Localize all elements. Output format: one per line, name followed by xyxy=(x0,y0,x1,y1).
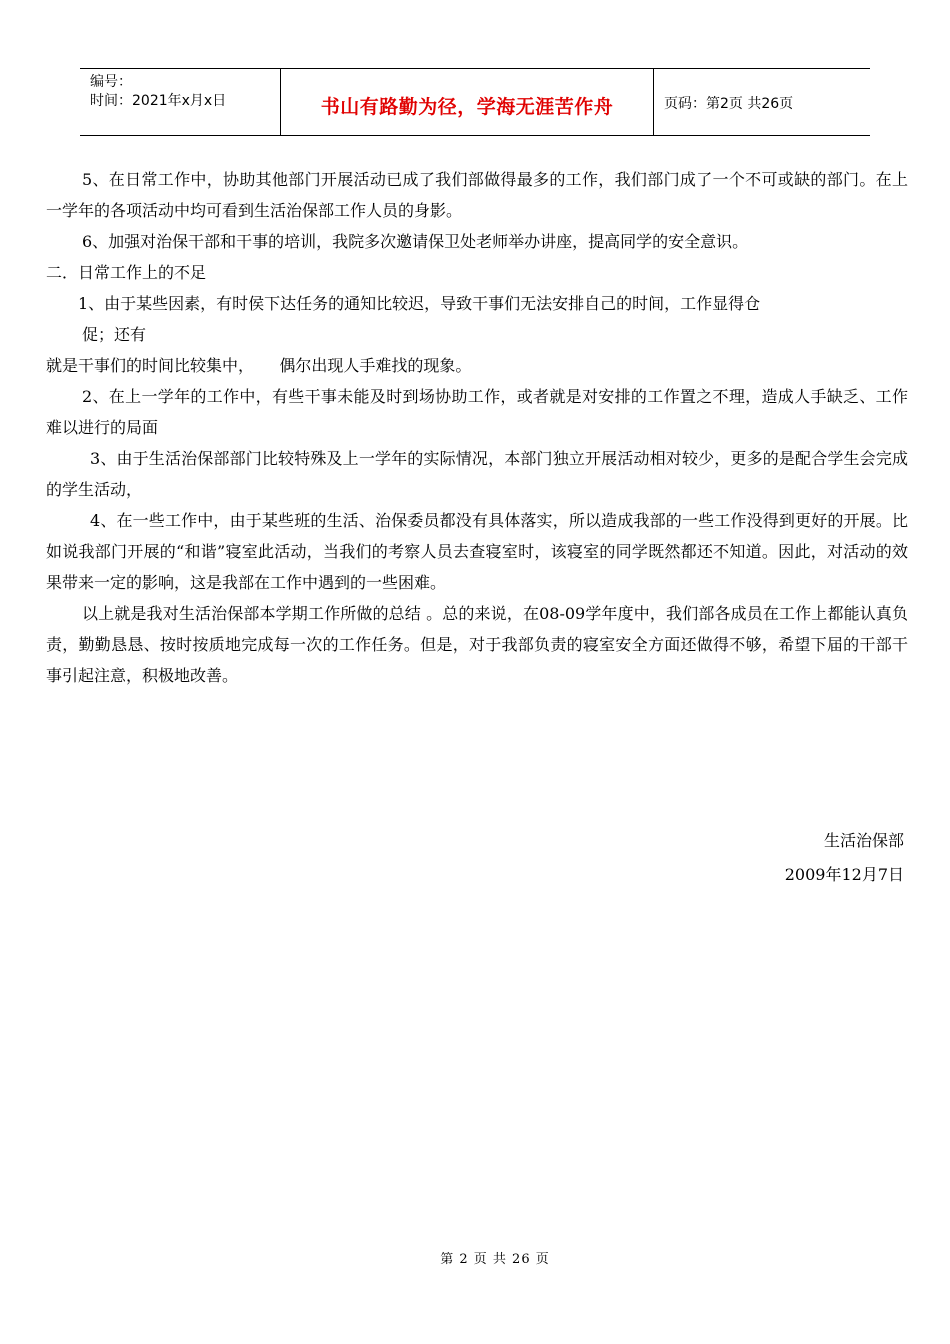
deficiency-3: 3、由于生活治保部部门比较特殊及上一学年的实际情况，本部门独立开展活动相对较少，更多的是配合学生会完成的学生活动， xyxy=(46,449,908,499)
signature-date: 2009年12月7日 xyxy=(784,865,904,884)
deficiency-4: 4、在一些工作中，由于某些班的生活、治保委员都没有具体落实，所以造成我部的一些工作没得到更好的开展。比如说我部门开展的“和谐”寝室此活动，当我们的考察人员去查寝室时，该寝室的同学既然都还不知道。因此，对活动的效果带来一定的影响，这是我部在工作中遇到的一些困难。 xyxy=(46,511,908,592)
header-meta xyxy=(80,69,281,135)
document-body xyxy=(46,164,908,691)
header-page-info: 页码：第2页 共26页 xyxy=(664,96,794,112)
section-heading: 二．日常工作上的不足 xyxy=(46,263,207,282)
document-time: 时间：2021年x月x日 xyxy=(90,93,227,109)
deficiency-1-line2: 促；还有 xyxy=(82,325,147,344)
document-header xyxy=(80,68,870,136)
document-number: 编号： xyxy=(90,74,132,90)
paragraph-item-5: 5、在日常工作中，协助其他部门开展活动已成了我们部做得最多的工作，我们部门成了一个不可或缺的部门。在上一学年的各项活动中均可看到生活治保部工作人员的身影。 xyxy=(46,170,908,220)
deficiency-2: 2、在上一学年的工作中，有些干事未能及时到场协助工作，或者就是对安排的工作置之不理，造成人手缺乏、工作难以进行的局面 xyxy=(46,387,908,437)
page-footer: 第 2 页 共 26 页 xyxy=(440,1252,550,1267)
paragraph-item-6: 6、加强对治保干部和干事的培训，我院多次邀请保卫处老师举办讲座，提高同学的安全意识。 xyxy=(82,232,749,251)
summary-paragraph: 以上就是我对生活治保部本学期工作所做的总结 。总的来说，在08-09学年度中，我们部各成员在工作上都能认真负责，勤勤恳恳、按时按质地完成每一次的工作任务。但是，对于我部负责的寝室安全方面还做得不够，希望下届的干部干事引起注意，积极地改善。 xyxy=(46,604,908,685)
signature-block xyxy=(785,824,904,892)
deficiency-1-line3: 就是干事们的时间比较集中， 偶尔出现人手难找的现象。 xyxy=(46,356,472,375)
deficiency-1-line1: 1、由于某些因素，有时侯下达任务的通知比较迟，导致干事们无法安排自己的时间，工作显得仓 xyxy=(78,294,761,313)
header-motto: 书山有路勤为径，学海无涯苦作舟 xyxy=(320,95,614,118)
signature-department: 生活治保部 xyxy=(823,831,904,850)
header-motto-cell xyxy=(281,69,654,135)
